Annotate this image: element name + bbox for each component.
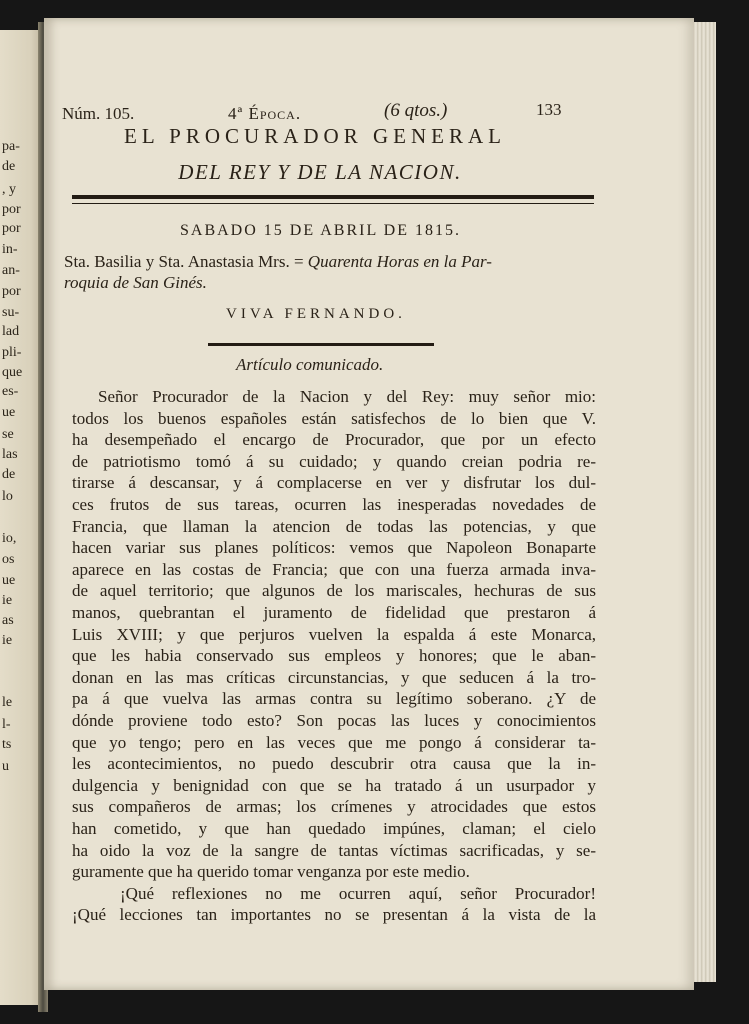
article-line: tirarse á descansar, y á complacerse en ver y disfrutar los dul- (72, 473, 596, 492)
article-line: aparece en las costas de Francia; que con una fuerza armada inva- (72, 560, 596, 579)
facing-page-text: pa- (2, 139, 20, 154)
issue-number: Núm. 105. (62, 104, 135, 123)
article-line: hacen variar sus planes políticos: vemos que Napoleon Bonaparte (72, 538, 596, 557)
article-line: les acontecimientos, no puedo descubrir otra causa que la in- (72, 754, 596, 773)
facing-page-text: an- (2, 263, 20, 278)
article-line: ces frutos de sus tareas, ocurren las inesperadas novedades de (72, 495, 596, 514)
facing-page-text: por (2, 284, 21, 299)
article-line: manos, quebrantan el juramento de fidelidad que prestaron á (72, 603, 596, 622)
facing-page-text: las (2, 447, 18, 462)
article-line: todos los buenos españoles están satisfechos de lo bien que V. (72, 409, 596, 428)
motto: VIVA FERNANDO. (226, 306, 406, 322)
article-line: dónde proviene todo esto? Son pocas las luces y conocimientos (72, 711, 596, 730)
article-line: de aquel territorio; que algunos de los mariscales, hechuras de sus (72, 581, 596, 600)
section-title: Artículo comunicado. (236, 355, 384, 374)
article-line: Señor Procurador de la Nacion y del Rey: muy señor mio: (98, 387, 596, 406)
facing-page-text: le (2, 695, 13, 710)
facing-page-text: ue (2, 405, 16, 420)
page-number: 133 (536, 100, 562, 119)
facing-page-text: por (2, 221, 21, 236)
saints-line-2: roquia de San Ginés. (64, 273, 207, 292)
saints-line-1 (64, 252, 492, 272)
facing-page-text: l- (2, 717, 11, 732)
article-line: que yo tengo; pero en las veces que me pongo á considerar ta- (72, 733, 596, 752)
article-line: ¡Qué reflexiones no me ocurren aquí, señor Procurador! (120, 884, 596, 903)
article-line: que les habia conservado sus empleos y honores; que le aban- (72, 646, 596, 665)
article-line: guramente que ha querido tomar venganza por este medio. (72, 862, 470, 881)
masthead-rule-thick (72, 195, 594, 199)
facing-page-text: es- (2, 384, 19, 399)
article-line: donan en las mas críticas circunstancias, y que seducen á la tro- (72, 668, 596, 687)
facing-page-text: su- (2, 305, 20, 320)
masthead-subtitle: DEL REY Y DE LA NACION. (178, 160, 462, 184)
article-line: Luis XVIII; y que perjuros vuelven la espalda á este Monarca, (72, 625, 596, 644)
facing-page-text: os (2, 552, 15, 567)
facing-page-text: lo (2, 489, 13, 504)
article-line: ha oido la voz de la sangre de tantas víctimas sacrificadas, y se- (72, 841, 596, 860)
facing-page-text: por (2, 202, 21, 217)
article-line: sus compañeros de armas; los crímenes y atrocidades que estos (72, 797, 596, 816)
facing-page-text: ue (2, 573, 16, 588)
facing-page-text: ie (2, 593, 13, 608)
masthead-title: EL PROCURADOR GENERAL (124, 124, 506, 148)
article-line: han cometido, y que han quedado impúnes, claman; el cielo (72, 819, 596, 838)
facing-page-text: ts (2, 737, 12, 752)
saints-italic: Quarenta Horas en la Par- (307, 252, 492, 271)
article-line: pa á que vuelva las armas contra su legítimo soberano. ¿Y de (72, 689, 596, 708)
epoch-label: 4ª Época. (228, 104, 302, 123)
saints-plain: Sta. Basilia y Sta. Anastasia Mrs. = (64, 252, 308, 271)
article-line: ha desempeñado el encargo de Procurador, que por un efecto (72, 430, 596, 449)
facing-page-text: de (2, 159, 16, 174)
article-line: dulgencia y benignidad con que se ha tratado á un usurpador y (72, 776, 596, 795)
masthead-rule-thin (72, 203, 594, 204)
facing-page-text: pli- (2, 345, 22, 360)
dateline: SABADO 15 DE ABRIL DE 1815. (180, 222, 461, 239)
facing-page-text: io, (2, 531, 17, 546)
facing-page-text: as (2, 613, 14, 628)
facing-page-text: , y (2, 182, 16, 197)
facing-page-text: se (2, 427, 14, 442)
facing-page-text: in- (2, 242, 18, 257)
article-line: Francia, que llaman la atencion de todas las potencias, y que (72, 517, 596, 536)
article-line: de patriotismo tomó á su cuidado; y quando creian podria re- (72, 452, 596, 471)
facing-page-text: ie (2, 633, 13, 648)
facing-page-text: que (2, 365, 23, 380)
quires-label: (6 qtos.) (384, 100, 448, 121)
article-line: ¡Qué lecciones tan importantes no se presentan á la vista de la (72, 905, 596, 924)
section-rule (208, 343, 434, 346)
facing-page-text: de (2, 467, 16, 482)
facing-page-text: u (2, 759, 9, 774)
facing-page-text: lad (2, 324, 20, 339)
